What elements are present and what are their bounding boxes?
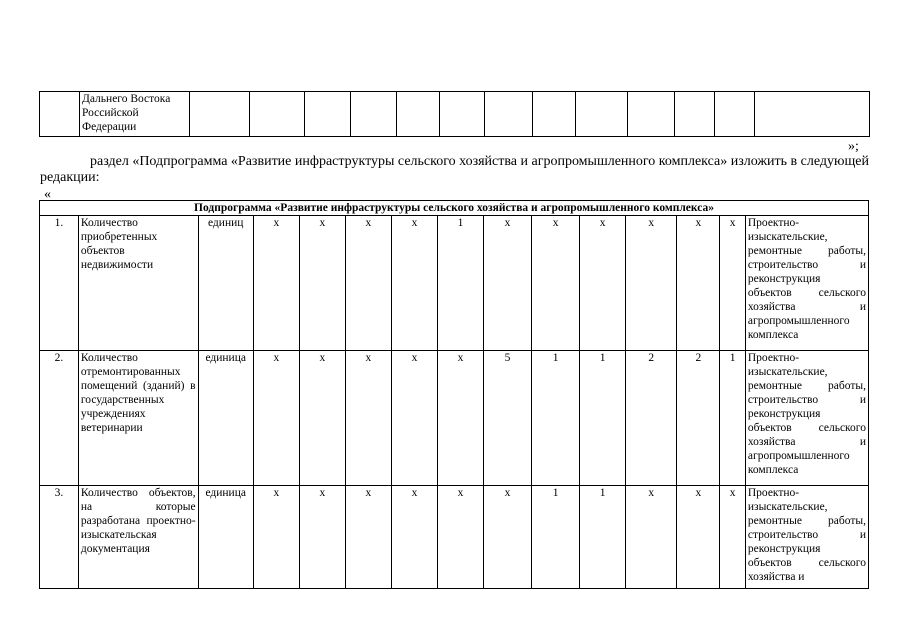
table-row xyxy=(40,351,869,486)
note-cell: Проектно-изыскательские, ремонтные работы, строительство и реконструкция объектов сельского хозяйства и агропромышленного комплекса xyxy=(745,351,868,486)
subprogram-title: Подпрограмма «Развитие инфраструктуры сельского хозяйства и агропромышленного комплекса» xyxy=(40,201,869,216)
value-cell: х xyxy=(299,216,345,351)
value-cell: х xyxy=(626,216,677,351)
value-cell: х xyxy=(720,486,746,589)
note-cell: Проектно-изыскательские, ремонтные работы, строительство и реконструкция объектов сельского хозяйства и xyxy=(745,486,868,589)
row-number: 1. xyxy=(40,216,79,351)
table-row xyxy=(40,216,869,351)
value-cell: 2 xyxy=(677,351,720,486)
note-cell: Проектно-изыскательские, ремонтные работы, строительство и реконструкция объектов сельского хозяйства и агропромышленного комплекса xyxy=(745,216,868,351)
value-cell: х xyxy=(720,216,746,351)
value-cell: х xyxy=(437,351,483,486)
value-cell: х xyxy=(253,216,299,351)
row-name-cell: Дальнего Востока Российской Федерации xyxy=(80,92,190,137)
value-cell: х xyxy=(391,486,437,589)
value-cell: х xyxy=(299,486,345,589)
previous-table-fragment xyxy=(39,91,870,137)
subprogram-table xyxy=(39,200,869,589)
unit-cell: единица xyxy=(198,351,253,486)
value-cell: х xyxy=(532,216,580,351)
value-cell: х xyxy=(677,486,720,589)
amendment-paragraph: раздел «Подпрограмма «Развитие инфраструктуры сельского хозяйства и агропромышленного комплекса» изложить в следующей редакции: xyxy=(40,154,869,185)
value-cell: х xyxy=(391,351,437,486)
value-cell: х xyxy=(253,351,299,486)
table-row xyxy=(40,486,869,589)
value-cell: х xyxy=(299,351,345,486)
value-cell: х xyxy=(483,486,531,589)
indicator-name: Количество приобретенных объектов недвижимости xyxy=(78,216,198,351)
value-cell: 1 xyxy=(532,486,580,589)
opening-quote: « xyxy=(44,187,51,202)
indicator-name: Количество отремонтированных помещений (зданий) в государственных учреждениях ветеринарии xyxy=(78,351,198,486)
value-cell: х xyxy=(345,486,391,589)
value-cell: х xyxy=(253,486,299,589)
value-cell: 5 xyxy=(483,351,531,486)
table-row xyxy=(40,92,870,137)
value-cell: х xyxy=(437,486,483,589)
value-cell: х xyxy=(626,486,677,589)
value-cell: х xyxy=(345,351,391,486)
value-cell: х xyxy=(483,216,531,351)
value-cell: 1 xyxy=(580,486,626,589)
value-cell: х xyxy=(391,216,437,351)
value-cell: х xyxy=(345,216,391,351)
row-number: 3. xyxy=(40,486,79,589)
value-cell: 1 xyxy=(532,351,580,486)
indicator-name: Количество объектов, на которые разработана проектно-изыскательская документация xyxy=(78,486,198,589)
unit-cell: единица xyxy=(198,486,253,589)
value-cell: х xyxy=(580,216,626,351)
unit-cell: единиц xyxy=(198,216,253,351)
value-cell: 2 xyxy=(626,351,677,486)
value-cell: 1 xyxy=(580,351,626,486)
value-cell: 1 xyxy=(437,216,483,351)
table-header-row xyxy=(40,201,869,216)
row-number: 2. xyxy=(40,351,79,486)
value-cell: х xyxy=(677,216,720,351)
closing-quote: »; xyxy=(848,139,859,154)
value-cell: 1 xyxy=(720,351,746,486)
